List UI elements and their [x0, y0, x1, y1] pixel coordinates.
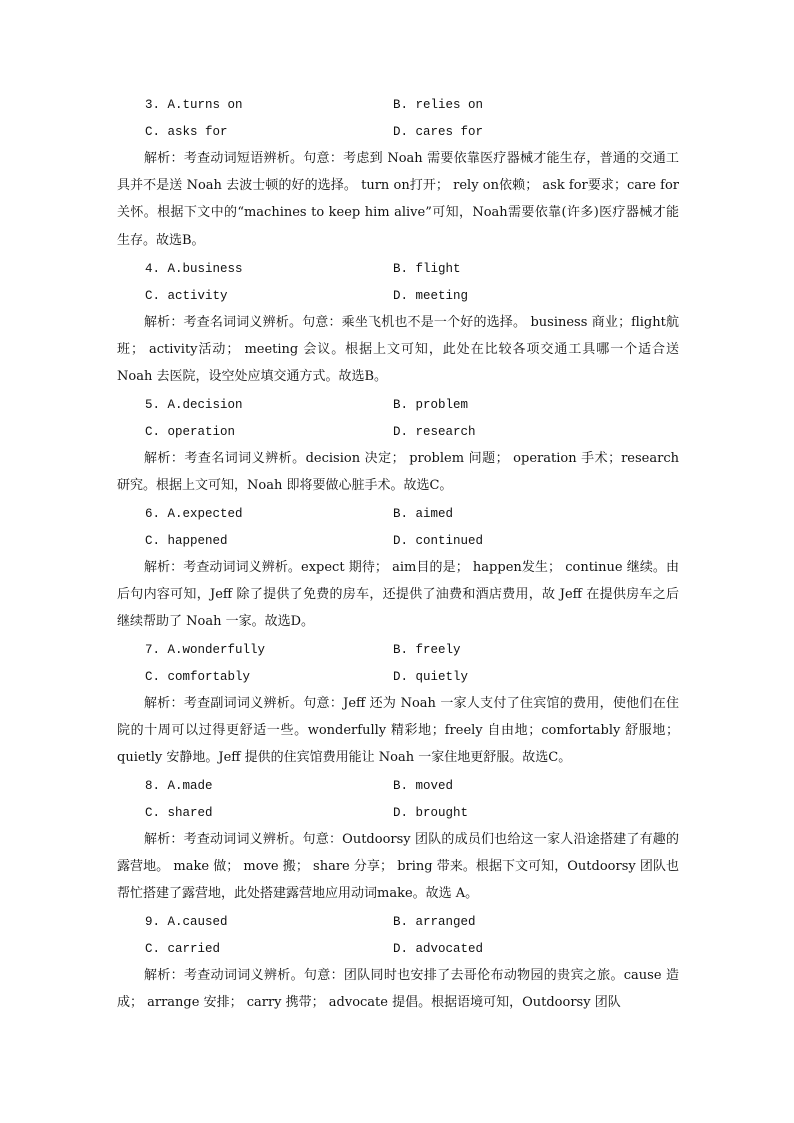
option-c: C. comfortably: [145, 670, 251, 684]
option-a: 8. A.made: [145, 779, 213, 793]
explanation-paragraph: 解析：考查动词词义辨析。句意：Outdoorsy 团队的成员们也给这一家人沿途搭建了有趣的露营地。 make 做； move 搬； share 分享； bring 带来。根据下文可知，Outdoorsy 团队也帮忙搭建了露营地，此处搭建露营地应用动词make。故选 A。: [117, 832, 679, 902]
option-c: C. asks for: [145, 125, 228, 139]
option-d: D. cares for: [393, 125, 484, 139]
option-row: [145, 912, 685, 932]
option-row: [145, 939, 685, 959]
option-b: B. flight: [393, 262, 461, 276]
option-b: B. aimed: [393, 507, 454, 521]
option-row: [145, 259, 685, 279]
option-c: C. carried: [145, 942, 221, 956]
option-d: D. quietly: [393, 670, 469, 684]
option-c: C. operation: [145, 425, 236, 439]
option-a: 9. A.caused: [145, 915, 228, 929]
option-a: 4. A.business: [145, 262, 243, 276]
option-row: [145, 395, 685, 415]
option-b: B. freely: [393, 643, 461, 657]
option-row: [145, 531, 685, 551]
option-row: [145, 95, 685, 115]
option-row: [145, 286, 685, 306]
option-row: [145, 122, 685, 142]
option-row: [145, 640, 685, 660]
option-b: B. arranged: [393, 915, 476, 929]
option-d: D. continued: [393, 534, 484, 548]
option-d: D. advocated: [393, 942, 484, 956]
explanation-paragraph: 解析：考查名词词义辨析。句意：乘坐飞机也不是一个好的选择。 business 商业；flight航班； activity活动； meeting 会议。根据上文可知，此处在比较各项交通工具哪一个适合送 Noah 去医院，设空处应填交通方式。故选B。: [117, 315, 679, 385]
option-c: C. shared: [145, 806, 213, 820]
option-b: B. moved: [393, 779, 454, 793]
option-d: D. research: [393, 425, 476, 439]
explanation-paragraph: 解析：考查动词词义辨析。句意：团队同时也安排了去哥伦布动物园的贵宾之旅。cause 造成； arrange 安排； carry 携带； advocate 提倡。根据语境可知，Outdoorsy 团队: [117, 968, 679, 1011]
option-row: [145, 422, 685, 442]
explanation-paragraph: 解析：考查副词词义辨析。句意：Jeff 还为 Noah 一家人支付了住宾馆的费用，使他们在住院的十周可以过得更舒适一些。wonderfully 精彩地；freely 自由地；comfortably 舒服地； quietly 安静地。Jeff 提供的住宾馆费用能让 Noah 一家住地更舒服。故选C。: [117, 696, 679, 766]
option-a: 3. A.turns on: [145, 98, 243, 112]
option-a: 5. A.decision: [145, 398, 243, 412]
option-c: C. happened: [145, 534, 228, 548]
option-row: [145, 803, 685, 823]
option-a: 6. A.expected: [145, 507, 243, 521]
option-a: 7. A.wonderfully: [145, 643, 266, 657]
option-d: D. meeting: [393, 289, 469, 303]
explanation-paragraph: 解析：考查名词词义辨析。decision 决定； problem 问题； operation 手术；research研究。根据上文可知，Noah 即将要做心脏手术。故选C。: [117, 451, 679, 494]
option-row: [145, 504, 685, 524]
option-b: B. relies on: [393, 98, 484, 112]
option-b: B. problem: [393, 398, 469, 412]
explanation-paragraph: 解析：考查动词短语辨析。句意：考虑到 Noah 需要依靠医疗器械才能生存，普通的交通工具并不是送 Noah 去波士顿的好的选择。 turn on打开； rely on依赖； ask for要求；care for 关怀。根据下文中的“machines to keep him alive”可知，Noah需要依靠(许多)医疗器械才能生存。故选B。: [117, 151, 679, 248]
explanation-paragraph: 解析：考查动词词义辨析。expect 期待； aim目的是； happen发生； continue 继续。由后句内容可知，Jeff 除了提供了免费的房车，还提供了油费和酒店费用，故 Jeff 在提供房车之后继续帮助了 Noah 一家。故选D。: [117, 560, 679, 630]
option-row: [145, 667, 685, 687]
option-c: C. activity: [145, 289, 228, 303]
option-d: D. brought: [393, 806, 469, 820]
option-row: [145, 776, 685, 796]
